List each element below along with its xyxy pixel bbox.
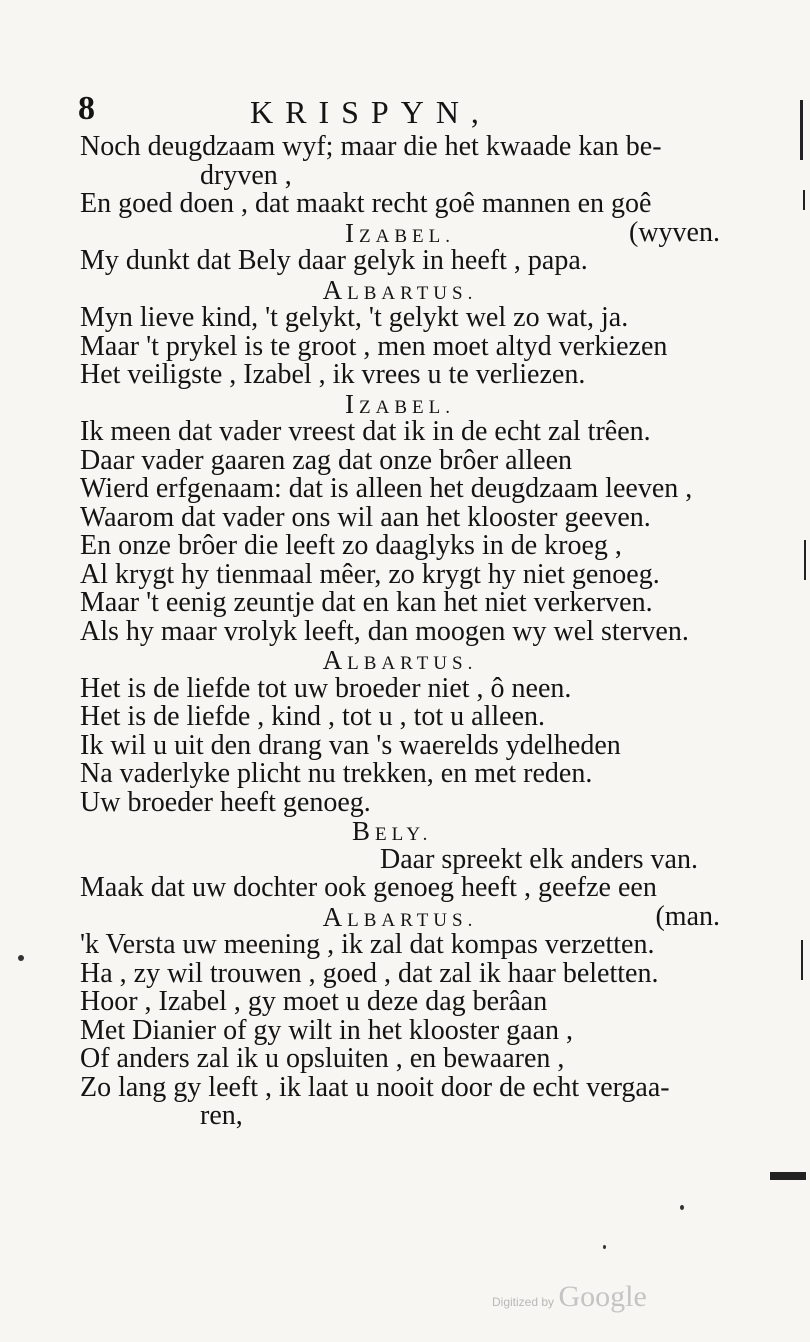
google-logo: Google	[558, 1280, 647, 1313]
scan-edge-mark	[803, 190, 805, 210]
speaker-label: BELY.	[352, 816, 433, 846]
verse-line: Ik wil u uit den drang van 's waerelds ydelheden	[80, 729, 621, 761]
verse-line: Al krygt hy tienmaal mêer, zo krygt hy niet genoeg.	[80, 558, 660, 590]
ink-speck	[680, 1205, 684, 1210]
verse-line: Hoor , Izabel , gy moet u deze dag berâan	[80, 986, 548, 1017]
rhyme-carryover: (man.	[655, 900, 720, 932]
speaker-name	[80, 900, 720, 932]
verse-line: Na vaderlyke plicht nu trekken, en met reden.	[80, 758, 593, 789]
verse-line: Daar vader gaaren zag dat onze brôer alleen	[80, 444, 573, 476]
verse-line: Zo lang gy leeft , ik laat u nooit door de echt vergaa-	[80, 1071, 670, 1103]
ink-speck	[18, 955, 24, 961]
speaker-name	[80, 276, 720, 305]
running-title: KRISPYN,	[250, 94, 491, 130]
verse-line: 'k Versta uw meening , ik zal dat kompas verzetten.	[80, 929, 655, 960]
verse-line: Of anders zal ik u opsluiten , en bewaaren ,	[80, 1043, 565, 1074]
verse-line: En onze brôer die leeft zo daaglyks in de kroeg ,	[80, 530, 622, 561]
speaker-name	[80, 646, 720, 675]
ink-speck	[603, 1245, 606, 1249]
scan-edge-mark	[804, 540, 806, 580]
speaker-label: ALBARTUS.	[322, 645, 478, 675]
verse-line: Myn lieve kind, 't gelykt, 't gelykt wel zo wat, ja.	[80, 302, 629, 333]
digitized-watermark	[492, 1280, 647, 1314]
verse-line: Het is de liefde , kind , tot u , tot u alleen.	[80, 701, 546, 732]
speaker-name	[80, 390, 720, 419]
verse-line: En goed doen , dat maakt recht goê mannen en goê	[80, 188, 652, 219]
speaker-name	[80, 216, 720, 248]
verse-line: My dunkt dat Bely daar gelyk in heeft , papa.	[80, 245, 588, 276]
verse-line: Maar 't prykel is te groot , men moet altyd verkiezen	[80, 330, 668, 362]
speaker-label: ALBARTUS.	[322, 901, 478, 932]
verse-line: Maar 't eenig zeuntje dat en kan het niet verkerven.	[80, 587, 653, 618]
speaker-label: IZABEL.	[345, 217, 455, 248]
verse-turnover: dryven ,	[200, 159, 292, 191]
speaker-label: ALBARTUS.	[322, 274, 478, 305]
verse-line: Wierd erfgenaam: dat is alleen het deugdzaam leeven ,	[80, 473, 693, 504]
verse-line: Noch deugdzaam wyf; maar die het kwaade kan be-	[80, 131, 662, 162]
verse-line: Met Dianier of gy wilt in het klooster gaan ,	[80, 1014, 573, 1046]
scan-edge-mark	[800, 100, 803, 160]
verse-line: Waarom dat vader ons wil aan het klooster geeven.	[80, 501, 651, 533]
verse-line: Ik meen dat vader vreest dat ik in de echt zal trêen.	[80, 416, 651, 447]
speaker-name	[80, 817, 720, 846]
scan-edge-mark	[801, 940, 803, 980]
page-number: 8	[78, 90, 95, 127]
verse-line: Ha , zy wil trouwen , goed , dat zal ik haar beletten.	[80, 957, 659, 989]
digitized-label: Digitized by	[492, 1295, 555, 1309]
verse-continuation: Daar spreekt elk anders van.	[380, 843, 698, 875]
rhyme-carryover: (wyven.	[629, 216, 720, 248]
scan-edge-mark	[770, 1172, 806, 1180]
verse-turnover: ren,	[200, 1100, 243, 1131]
speaker-label: IZABEL.	[345, 388, 455, 419]
verse-line: Uw broeder heeft genoeg.	[80, 786, 371, 818]
verse-line: Maak dat uw dochter ook genoeg heeft , geefze een	[80, 872, 657, 903]
verse-line: Als hy maar vrolyk leeft, dan moogen wy wel sterven.	[80, 615, 689, 647]
play-text	[80, 133, 720, 1131]
verse-line: Het veiligste , Izabel , ik vrees u te verliezen.	[80, 359, 586, 390]
verse-line: Het is de liefde tot uw broeder niet , ô neen.	[80, 672, 572, 704]
